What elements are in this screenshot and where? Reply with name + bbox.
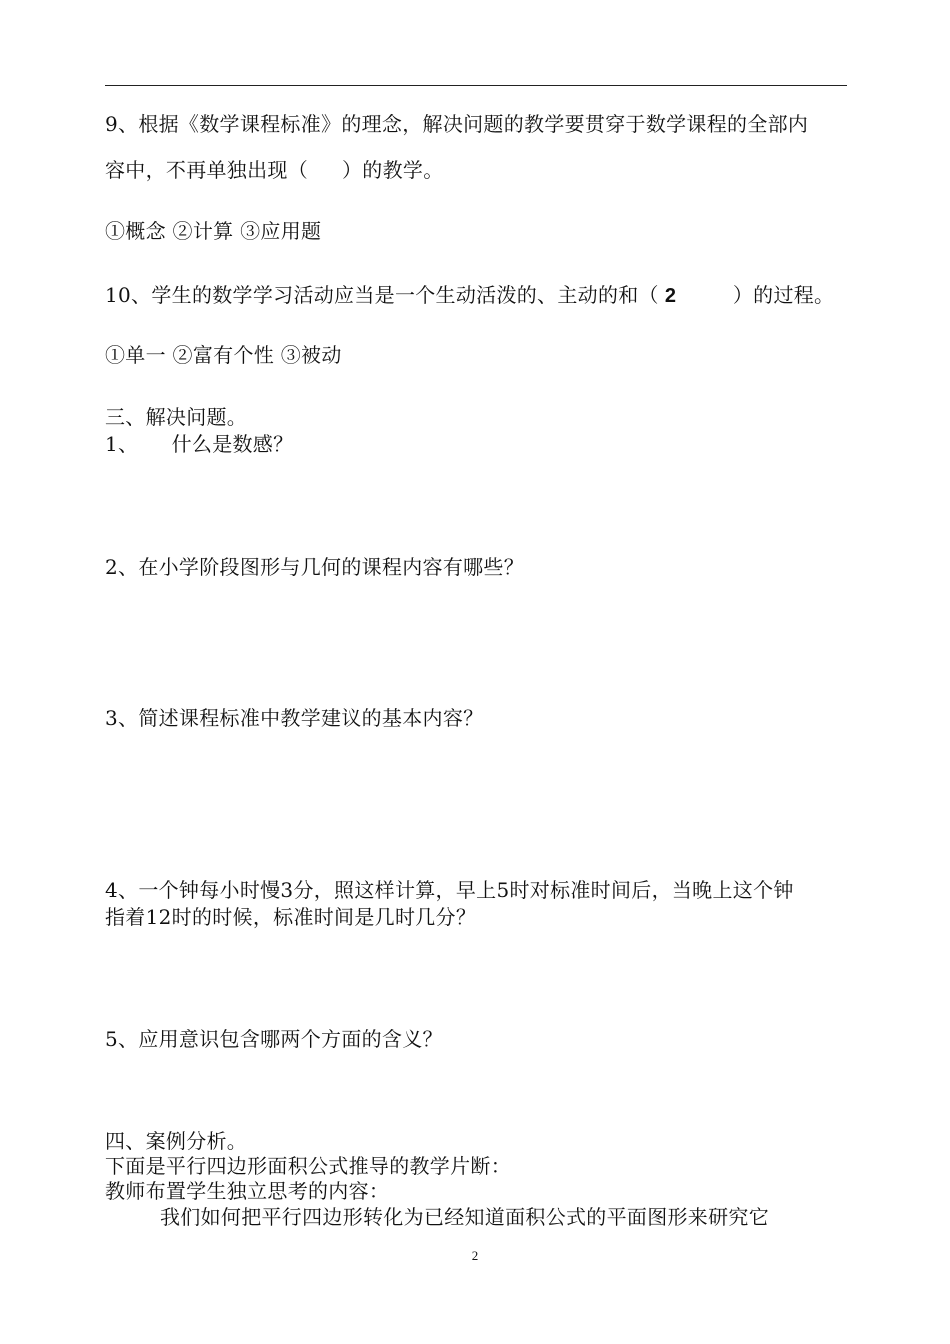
section-4-line-2: 教师布置学生独立思考的内容： xyxy=(105,1179,390,1203)
section-3-question-4-line-2: 指着12时的时候，标准时间是几时几分？ xyxy=(105,905,477,929)
question-9-line-2 xyxy=(105,158,444,182)
question-9-text-before-blank: 容中，不再单独出现（ xyxy=(105,158,308,182)
section-3-question-4-line-1: 4、一个钟每小时慢3分，照这样计算，早上5时对标准时间后，当晚上这个钟 xyxy=(105,878,794,902)
question-10-options: ①单一 ②富有个性 ③被动 xyxy=(105,343,342,367)
question-10-text-after-blank: ）的过程。 xyxy=(732,283,835,307)
section-4-line-3: 我们如何把平行四边形转化为已经知道面积公式的平面图形来研究它 xyxy=(160,1205,769,1229)
section-3-question-3: 3、简述课程标准中教学建议的基本内容？ xyxy=(105,706,484,730)
question-9-line-1: 9、根据《数学课程标准》的理念，解决问题的教学要贯穿于数学课程的全部内 xyxy=(105,112,809,136)
section-3-question-5: 5、应用意识包含哪两个方面的含义？ xyxy=(105,1027,443,1051)
question-9-options: ①概念 ②计算 ③应用题 xyxy=(105,219,322,243)
question-10 xyxy=(105,283,834,308)
section-3-heading: 三、解决问题。 xyxy=(105,405,248,429)
section-4-heading: 四、案例分析。 xyxy=(105,1129,248,1153)
header-rule xyxy=(105,85,847,86)
section-4-line-1: 下面是平行四边形面积公式推导的教学片断： xyxy=(105,1154,511,1178)
section-3-question-1: 1、 什么是数感？ xyxy=(105,432,294,456)
question-9-text-after-blank: ）的教学。 xyxy=(342,158,444,182)
question-10-text-before-blank: 10、学生的数学学习活动应当是一个生动活泼的、主动的和（ xyxy=(105,283,659,307)
page-number: 2 xyxy=(471,1248,479,1263)
section-3-question-2: 2、在小学阶段图形与几何的课程内容有哪些？ xyxy=(105,555,525,579)
question-10-answer: 2 xyxy=(664,285,677,307)
